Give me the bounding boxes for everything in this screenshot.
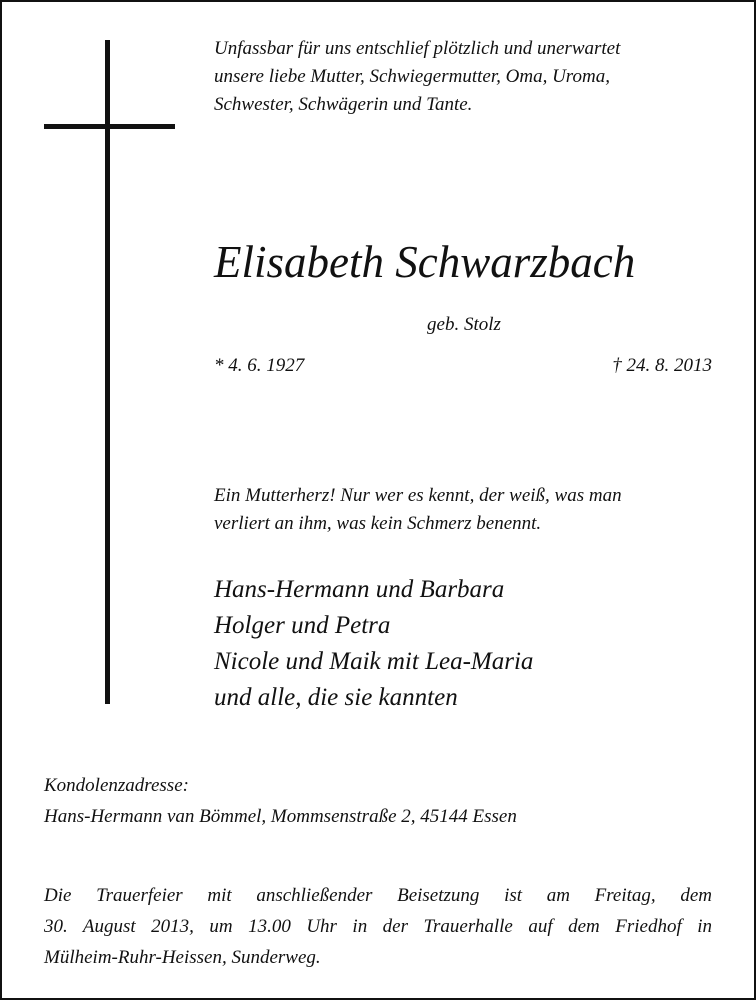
verse-line: verliert an ihm, was kein Schmerz benennt.	[214, 513, 542, 534]
mourner-line: Holger und Petra	[214, 612, 391, 639]
deceased-name: Elisabeth Schwarzbach	[214, 237, 636, 287]
condolence-address	[44, 770, 724, 832]
condolence-label: Kondolenzadresse:	[44, 775, 189, 796]
funeral-service-info	[44, 880, 712, 973]
mourner-line: Hans-Hermann und Barbara	[214, 576, 505, 603]
death-date: † 24. 8. 2013	[612, 355, 712, 376]
intro-line: Schwester, Schwägerin und Tante.	[214, 94, 473, 115]
service-line: Mülheim-Ruhr-Heissen, Sunderweg.	[44, 947, 321, 968]
cross-horizontal-bar	[44, 124, 175, 129]
service-line: 30. August 2013, um 13.00 Uhr in der Trauerhalle auf dem Friedhof in	[44, 916, 712, 937]
verse-line: Ein Mutterherz! Nur wer es kennt, der weiß, was man	[214, 485, 622, 506]
intro-line: Unfassbar für uns entschlief plötzlich und unerwartet	[214, 38, 621, 59]
mourner-line: Nicole und Maik mit Lea-Maria	[214, 648, 534, 675]
birth-date: * 4. 6. 1927	[214, 355, 305, 376]
verse-text	[214, 482, 724, 538]
intro-text	[214, 35, 724, 119]
intro-line: unsere liebe Mutter, Schwiegermutter, Oma, Uroma,	[214, 66, 610, 87]
condolence-address-line: Hans-Hermann van Bömmel, Mommsenstraße 2, 45144 Essen	[44, 806, 517, 827]
maiden-name: geb. Stolz	[427, 314, 501, 335]
cross-vertical-bar	[105, 40, 110, 704]
mourner-line: und alle, die sie kannten	[214, 684, 458, 711]
mourners-list	[214, 572, 724, 716]
service-line: Die Trauerfeier mit anschließender Beisetzung ist am Freitag, dem	[44, 885, 712, 906]
